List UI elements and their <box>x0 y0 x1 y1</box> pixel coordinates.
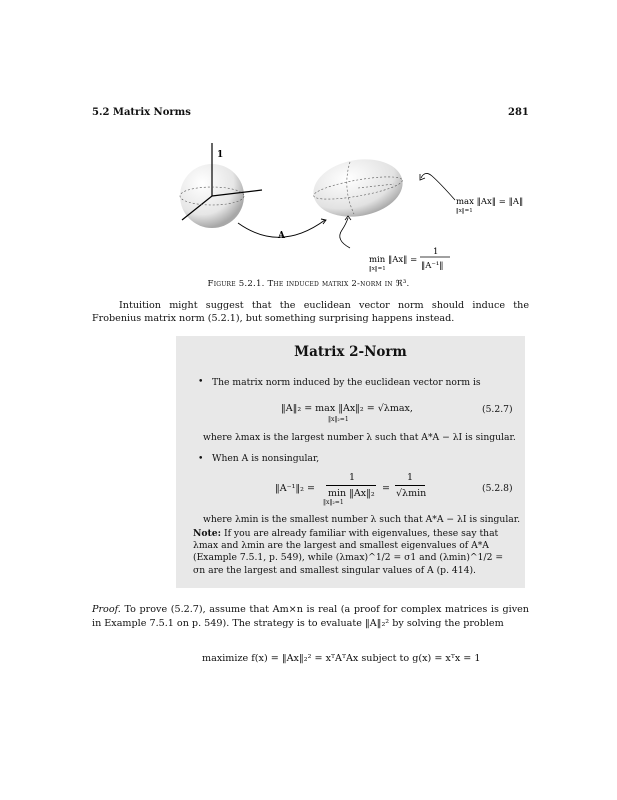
equation-number-5-2-7: (5.2.7) <box>482 404 513 415</box>
equation-5-2-8-den1: min ‖Ax‖₂ <box>328 488 375 499</box>
fraction-numerator: 1 <box>433 247 439 257</box>
equals-sign: = <box>382 483 390 494</box>
page-number: 281 <box>508 107 529 118</box>
fraction-bar-2 <box>395 485 425 486</box>
equation-5-2-8-den1-sub: ‖x‖₂=1 <box>323 499 344 506</box>
item-2-text: When A is nonsingular, <box>212 453 320 464</box>
equation-5-2-7: ‖A‖₂ = max ‖Ax‖₂ = √λmax, <box>281 403 413 414</box>
label-one: 1 <box>217 150 224 160</box>
note-text: If you are already familiar with eigenvalues, these say that λmax and λmin are the largest and smallest eigenvalues of A*A (Example 7.5.1, p. 549), while (λmax)^1/2 = σ1 and (λmin)^1/2 = σn are the largest and smallest singular values of A (p. 414). <box>193 528 504 576</box>
equation-number-5-2-8: (5.2.8) <box>482 483 513 494</box>
proof-text: To prove (5.2.7), assume that Am×n is real (a proof for complex matrices is given in Example 7.5.1 on p. 549). The strategy is to evaluate ‖A‖₂² by solving the problem <box>92 604 529 629</box>
min-annotation: min ‖Ax‖ = <box>369 255 418 265</box>
proof-paragraph <box>92 603 529 630</box>
paragraph-intro: Intuition might suggest that the euclidean vector norm should induce the Frobenius matrix norm (5.2.1), but something surprising happens instead. <box>92 300 529 325</box>
proof-label: Proof. <box>92 604 121 615</box>
bullet-2: • <box>198 453 204 464</box>
note-label: Note: <box>193 528 222 539</box>
where-lambda-min: where λmin is the smallest number λ such that A*A − λI is singular. <box>203 514 521 525</box>
box-note <box>193 528 511 577</box>
equation-5-2-8-den2: √λmin <box>396 488 427 499</box>
label-A: A <box>278 231 285 241</box>
running-header-section: 5.2 Matrix Norms <box>92 107 191 118</box>
max-annotation: max ‖Ax‖ = ‖A‖ <box>456 197 524 207</box>
equation-5-2-7-sub: ‖x‖₂=1 <box>328 416 349 423</box>
ellipsoid <box>309 153 407 224</box>
figure-5-2-1 <box>170 138 550 278</box>
equation-5-2-8-num1: 1 <box>349 472 356 483</box>
min-annotation-sub: ‖x‖=1 <box>369 266 386 272</box>
fraction-bar-1 <box>326 485 376 486</box>
figure-caption: Figure 5.2.1. The induced matrix 2-norm in ℜ³. <box>207 279 410 289</box>
item-1-text: The matrix norm induced by the euclidean vector norm is <box>212 377 481 388</box>
where-lambda-max: where λmax is the largest number λ such that A*A − λI is singular. <box>203 432 516 443</box>
bullet-1: • <box>198 376 204 387</box>
equation-5-2-8-num2: 1 <box>407 472 414 483</box>
max-annotation-sub: ‖x‖=1 <box>456 208 473 214</box>
box-title: Matrix 2-Norm <box>294 344 407 360</box>
optimization-problem: maximize f(x) = ‖Ax‖₂² = xᵀAᵀAx subject to g(x) = xᵀx = 1 <box>202 653 481 664</box>
fraction-denominator: ‖A⁻¹‖ <box>421 261 444 271</box>
equation-5-2-8-left: ‖A⁻¹‖₂ = <box>275 483 315 494</box>
